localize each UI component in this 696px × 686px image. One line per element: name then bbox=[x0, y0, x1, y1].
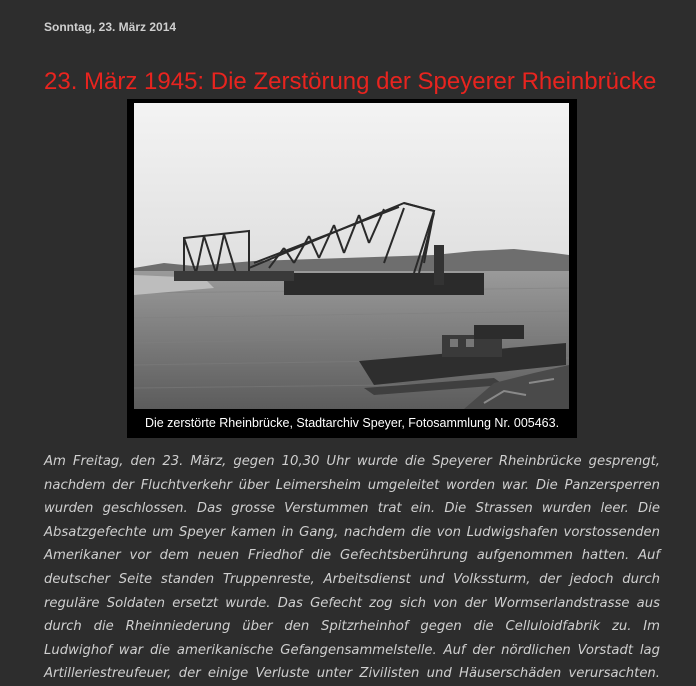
image-caption: Die zerstörte Rheinbrücke, Stadtarchiv Speyer, Fotosammlung Nr. 005463. bbox=[144, 416, 560, 430]
post-body bbox=[44, 450, 660, 686]
bridge-photo[interactable] bbox=[134, 103, 569, 409]
post-title-link[interactable]: 23. März 1945: Die Zerstörung der Speyerer Rheinbrücke bbox=[44, 68, 657, 96]
body-line: nachdem der Fluchtverkehr über Leimersheim umgeleitet worden war. Die Panzersperren bbox=[44, 477, 660, 493]
body-line: Artilleriestreufeuer, der einige Verluste unter Zivilisten und Häuserschäden verursachten. bbox=[44, 666, 660, 682]
post-figure bbox=[127, 99, 577, 438]
body-line: Ludwighof war die amerikanische Gefangensammelstelle. Auf der nördlichen Vorstadt lag bbox=[44, 642, 660, 658]
body-line: Am Freitag, den 23. März, gegen 10,30 Uhr wurde die Speyerer Rheinbrücke gesprengt, bbox=[44, 454, 660, 469]
post-date: Sonntag, 23. März 2014 bbox=[44, 20, 177, 34]
body-line: wurden geschlossen. Das grosse Verstummen trat ein. Die Strassen wurden leer. Die bbox=[44, 501, 660, 517]
body-line: durch die Rheinniederung über den Spitzrheinhof gegen die Celluloidfabrik zu. Im bbox=[44, 619, 660, 635]
body-line: Absatzgefechte um Speyer kamen in Gang, nachdem die von Ludwigshafen vorstossenden bbox=[44, 524, 660, 540]
body-line: deutscher Seite standen Truppenreste, Arbeitsdienst und Volkssturm, der jedoch durch bbox=[44, 571, 660, 587]
body-line: Amerikaner vor dem neuen Friedhof die Gefechtsberührung aufgenommen hatten. Auf bbox=[44, 548, 660, 564]
body-line: reguläre Soldaten ersetzt wurde. Das Gefecht zog sich von der Wormserlandstrasse aus bbox=[44, 595, 660, 611]
